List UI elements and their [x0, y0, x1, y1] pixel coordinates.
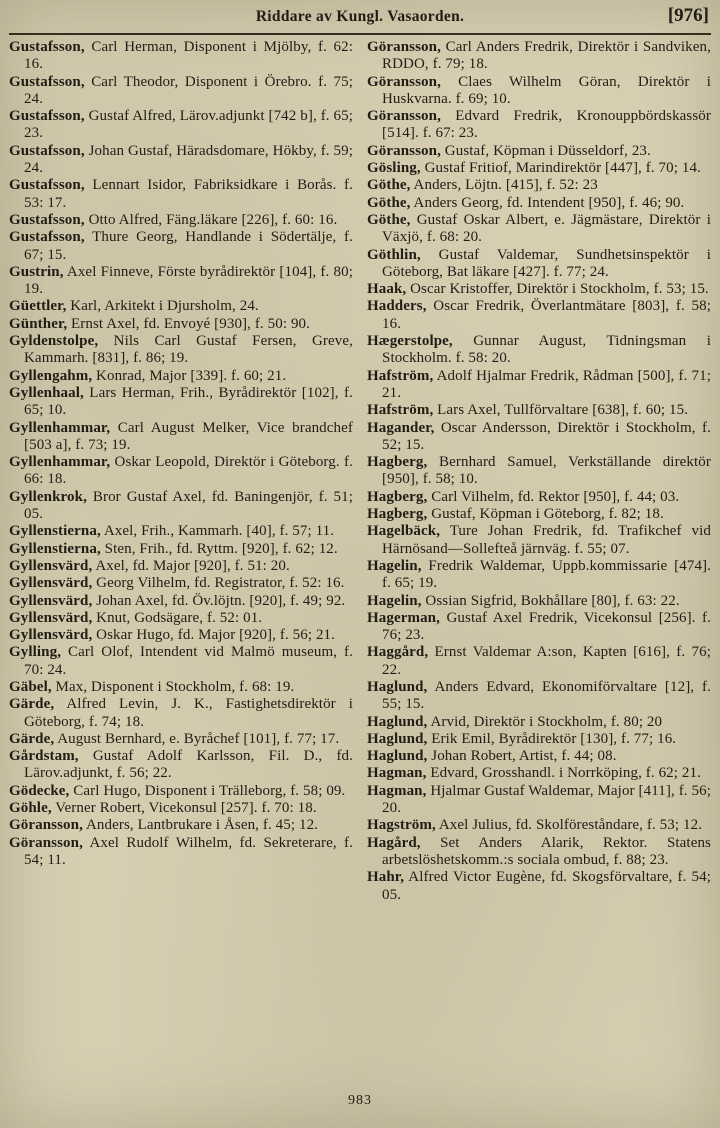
entry-surname: Gyllengahm,	[9, 367, 93, 384]
entry-text: Verner Robert, Vicekonsul [257]. f. 70: 18.	[51, 800, 317, 817]
entry-text: Ernst Valdemar A:son, Kapten [616], f. 76; 22.	[382, 644, 711, 678]
entry-text: Claes Wilhelm Göran, Direktör i Huskvarna. f. 69; 10.	[382, 73, 711, 107]
directory-entry	[367, 817, 711, 834]
page-title: Riddare av Kungl. Vasaorden.	[255, 8, 465, 25]
directory-entry	[9, 316, 353, 333]
directory-entry	[9, 696, 353, 731]
directory-entry	[9, 177, 353, 212]
directory-entry	[9, 39, 353, 74]
entry-text: Oscar Andersson, Direktör i Stockholm, f. 52; 15.	[382, 419, 711, 453]
entry-text: Gustaf Axel Fredrik, Vicekonsul [256]. f. 76; 23.	[382, 609, 711, 644]
directory-entry	[367, 731, 711, 748]
directory-entry	[9, 835, 353, 870]
entry-surname: Hagberg,	[367, 488, 428, 505]
directory-entry	[367, 39, 711, 74]
entry-surname: Gyllenhaal,	[9, 384, 84, 401]
header-rule	[9, 33, 711, 35]
entry-text: Lars Herman, Frih., Byrådirektör [102], f. 65; 10.	[24, 384, 353, 419]
entry-surname: Gärde,	[9, 730, 55, 747]
entry-text: Karl, Arkitekt i Djursholm, 24.	[66, 298, 259, 315]
entry-surname: Gustafsson,	[9, 73, 85, 90]
entry-text: Johan Axel, fd. Öv.löjtn. [920], f. 49; 92.	[92, 592, 346, 609]
directory-entry	[9, 523, 353, 540]
entry-surname: Gyllensvärd,	[9, 575, 93, 592]
entry-text: Ernst Axel, fd. Envoyé [930], f. 50: 90.	[67, 315, 310, 332]
entry-surname: Gylling,	[9, 644, 62, 661]
entry-surname: Gyllenstierna,	[9, 540, 101, 557]
entry-text: Max, Disponent i Stockholm, f. 68: 19.	[51, 678, 295, 695]
entry-surname: Hagander,	[367, 419, 435, 436]
entry-surname: Hafström,	[367, 402, 434, 419]
directory-entry	[367, 195, 711, 212]
entry-surname: Hagård,	[367, 834, 421, 851]
directory-entry	[9, 679, 353, 696]
directory-entry	[9, 264, 353, 299]
directory-entry	[367, 679, 711, 714]
entry-text: Oscar Fredrik, Överlantmätare [803], f. 58; 16.	[382, 298, 711, 332]
entry-text: Anders, Löjtn. [415], f. 52: 23	[410, 177, 598, 194]
entry-text: Knut, Godsägare, f. 52: 01.	[92, 609, 263, 626]
entry-text: Axel, fd. Major [920], f. 51: 20.	[92, 557, 290, 574]
entry-text: Carl August Melker, Vice brandchef [503 a], f. 73; 19.	[24, 419, 353, 453]
entry-text: Axel Julius, fd. Skolföreståndare, f. 53; 12.	[435, 817, 703, 834]
entry-surname: Göransson,	[367, 39, 441, 55]
entry-surname: Hafström,	[367, 367, 434, 384]
directory-columns	[9, 39, 711, 1085]
directory-entry	[367, 420, 711, 455]
directory-entry	[9, 610, 353, 627]
directory-entry	[367, 402, 711, 419]
entry-surname: Göthe,	[367, 194, 411, 211]
directory-entry	[9, 627, 353, 644]
entry-text: Hjalmar Gustaf Waldemar, Major [411], f. 56; 20.	[382, 782, 711, 817]
page-reference-number: [976]	[667, 5, 709, 26]
entry-surname: Gustrin,	[9, 263, 64, 280]
entry-text: Gustaf Fritiof, Marindirektör [447], f. 70; 14.	[420, 160, 701, 177]
directory-entry	[9, 489, 353, 524]
directory-entry	[367, 212, 711, 247]
directory-entry	[367, 835, 711, 870]
entry-surname: Hagelin,	[367, 592, 422, 609]
entry-text: Set Anders Alarik, Rektor. Statens arbetslöshetskomm.:s sociala ombud, f. 88; 23.	[382, 834, 711, 868]
entry-surname: Gyldenstolpe,	[9, 333, 99, 350]
entry-surname: Gärde,	[9, 696, 55, 713]
entry-surname: Güettler,	[9, 298, 67, 315]
entry-text: Konrad, Major [339]. f. 60; 21.	[92, 367, 287, 384]
entry-surname: Gårdstam,	[9, 748, 79, 765]
entry-text: Gustaf Valdemar, Sundhetsinspektör i Göteborg, Bat läkare [427]. f. 77; 24.	[382, 246, 711, 280]
entry-surname: Gustafsson,	[9, 108, 85, 125]
directory-entry	[9, 575, 353, 592]
entry-text: Johan Gustaf, Häradsdomare, Hökby, f. 59; 24.	[24, 142, 353, 177]
entry-text: Axel, Frih., Kammarh. [40], f. 57; 11.	[100, 523, 335, 540]
directory-entry	[367, 160, 711, 177]
entry-surname: Göthlin,	[367, 246, 421, 263]
entry-surname: Göthe,	[367, 211, 411, 228]
entry-surname: Gäbel,	[9, 678, 52, 695]
page-header	[9, 5, 711, 31]
entry-text: Otto Alfred, Fäng.läkare [226], f. 60: 16.	[84, 211, 338, 228]
entry-text: Ture Johan Fredrik, fd. Trafikchef vid Härnösand—Sollefteå järnväg. f. 55; 07.	[382, 523, 711, 557]
entry-text: Carl Olof, Intendent vid Malmö museum, f. 70: 24.	[24, 644, 353, 678]
directory-entry	[9, 108, 353, 143]
entry-text: Alfred Levin, J. K., Fastighetsdirektör i Göteborg, f. 74; 18.	[24, 696, 353, 730]
entry-text: Carl Vilhelm, fd. Rektor [950], f. 44; 03.	[427, 488, 680, 505]
entry-text: Erik Emil, Byrådirektör [130], f. 77; 16.	[427, 730, 677, 747]
entry-surname: Hagman,	[367, 782, 427, 799]
entry-text: Edvard Fredrik, Kronouppbördskassör [514]. f. 67: 23.	[382, 108, 711, 142]
entry-surname: Günther,	[9, 315, 68, 332]
entry-surname: Haglund,	[367, 713, 428, 730]
entry-text: Anders, Lantbrukare i Åsen, f. 45; 12.	[82, 817, 319, 834]
entry-text: Bror Gustaf Axel, fd. Baningenjör, f. 51; 05.	[24, 488, 353, 523]
entry-surname: Haglund,	[367, 730, 428, 747]
entry-surname: Göthe,	[367, 177, 411, 194]
entry-surname: Göransson,	[9, 817, 83, 834]
directory-entry	[367, 506, 711, 523]
directory-entry	[9, 143, 353, 178]
entry-text: Gustaf Oskar Albert, e. Jägmästare, Direktör i Växjö, f. 68: 20.	[382, 211, 711, 246]
entry-surname: Hagerman,	[367, 609, 440, 626]
directory-entry	[367, 714, 711, 731]
entry-surname: Gustafsson,	[9, 142, 85, 159]
entry-surname: Haglund,	[367, 748, 428, 765]
entry-surname: Gyllensvärd,	[9, 557, 93, 574]
directory-entry	[9, 212, 353, 229]
entry-text: Oscar Kristoffer, Direktör i Stockholm, f. 53; 15.	[406, 281, 709, 298]
entry-text: Adolf Hjalmar Fredrik, Rådman [500], f. 71; 21.	[382, 367, 711, 401]
column-right	[367, 39, 711, 1085]
entry-surname: Göhle,	[9, 800, 52, 817]
directory-entry	[9, 454, 353, 489]
entry-text: Thure Georg, Handlande i Södertälje, f. 67; 15.	[24, 229, 353, 263]
entry-surname: Gyllenhammar,	[9, 454, 111, 471]
directory-entry	[367, 593, 711, 610]
directory-entry	[367, 143, 711, 160]
entry-surname: Gustafsson,	[9, 229, 85, 246]
directory-entry	[367, 489, 711, 506]
directory-entry	[9, 783, 353, 800]
entry-surname: Gyllensvärd,	[9, 627, 93, 644]
directory-entry	[9, 593, 353, 610]
entry-surname: Hadders,	[367, 298, 427, 315]
directory-entry	[367, 558, 711, 593]
directory-entry	[9, 817, 353, 834]
directory-entry	[9, 368, 353, 385]
directory-entry	[9, 333, 353, 368]
entry-text: Anders Georg, fd. Intendent [950], f. 46; 90.	[410, 194, 685, 211]
entry-text: Axel Rudolf Wilhelm, fd. Sekreterare, f. 54; 11.	[24, 834, 353, 868]
entry-text: Carl Herman, Disponent i Mjölby, f. 62: 16.	[24, 39, 353, 73]
entry-text: Lennart Isidor, Fabriksidkare i Borås. f. 53: 17.	[24, 177, 353, 211]
entry-surname: Göransson,	[9, 834, 83, 851]
entry-surname: Haak,	[367, 281, 407, 298]
entry-surname: Hahr,	[367, 869, 405, 886]
entry-surname: Gyllensvärd,	[9, 592, 93, 609]
directory-entry	[367, 281, 711, 298]
directory-entry	[367, 765, 711, 782]
entry-surname: Gyllenhammar,	[9, 419, 111, 436]
entry-surname: Gustafsson,	[9, 39, 85, 55]
column-left	[9, 39, 353, 1085]
directory-entry	[367, 644, 711, 679]
directory-entry	[9, 420, 353, 455]
entry-surname: Göransson,	[367, 73, 441, 90]
entry-surname: Gyllenkrok,	[9, 488, 87, 505]
page-number: 983	[348, 1093, 372, 1108]
entry-surname: Gödecke,	[9, 782, 70, 799]
directory-entry	[367, 523, 711, 558]
entry-surname: Gyllenstierna,	[9, 523, 101, 540]
directory-entry	[367, 177, 711, 194]
entry-text: Bernhard Samuel, Verkställande direktör [950], f. 58; 10.	[382, 454, 711, 488]
entry-surname: Hægerstolpe,	[367, 333, 453, 350]
directory-entry	[9, 74, 353, 109]
directory-entry	[9, 558, 353, 575]
entry-surname: Hagberg,	[367, 454, 428, 471]
entry-text: Edvard, Grosshandl. i Norrköping, f. 62; 21.	[426, 765, 701, 782]
entry-text: Alfred Victor Eugène, fd. Skogsförvaltare, f. 54; 05.	[382, 869, 711, 903]
entry-surname: Hagman,	[367, 765, 427, 782]
directory-entry	[9, 644, 353, 679]
entry-text: Gustaf Adolf Karlsson, Fil. D., fd. Lärov.adjunkt, f. 56; 22.	[24, 748, 353, 782]
entry-text: Gunnar August, Tidningsman i Stockholm. f. 58: 20.	[382, 333, 711, 367]
directory-entry	[367, 748, 711, 765]
entry-text: Nils Carl Gustaf Fersen, Greve, Kammarh. [831], f. 86; 19.	[24, 333, 353, 367]
directory-entry	[367, 333, 711, 368]
directory-entry	[367, 869, 711, 904]
entry-surname: Gyllensvärd,	[9, 609, 93, 626]
entry-surname: Haggård,	[367, 644, 429, 661]
entry-surname: Haglund,	[367, 678, 428, 695]
directory-entry	[367, 298, 711, 333]
entry-text: Georg Vilhelm, fd. Registrator, f. 52: 16.	[92, 575, 345, 592]
entry-surname: Hagberg,	[367, 506, 428, 523]
directory-entry	[9, 298, 353, 315]
entry-surname: Gustafsson,	[9, 211, 85, 228]
entry-text: Johan Robert, Artist, f. 44; 08.	[427, 748, 617, 765]
entry-text: Arvid, Direktör i Stockholm, f. 80; 20	[427, 713, 663, 730]
directory-entry	[367, 368, 711, 403]
directory-entry	[9, 541, 353, 558]
page-footer	[0, 1093, 720, 1109]
entry-surname: Hagström,	[367, 817, 436, 834]
directory-entry	[9, 229, 353, 264]
entry-text: Fredrik Waldemar, Uppb.kommissarie [474]. f. 65; 19.	[382, 557, 711, 592]
entry-text: Axel Finneve, Förste byrådirektör [104], f. 80; 19.	[24, 263, 353, 298]
entry-surname: Göransson,	[367, 142, 441, 159]
entry-text: Carl Hugo, Disponent i Trälleborg, f. 58; 09.	[69, 782, 346, 799]
directory-entry	[367, 783, 711, 818]
directory-entry	[367, 610, 711, 645]
entry-text: Gustaf Alfred, Lärov.adjunkt [742 b], f. 65; 23.	[24, 108, 353, 142]
directory-entry	[9, 385, 353, 420]
entry-text: Gustaf, Köpman i Düsseldorf, 23.	[440, 142, 651, 159]
directory-entry	[367, 454, 711, 489]
entry-surname: Hagelbäck,	[367, 523, 441, 540]
entry-text: Lars Axel, Tullförvaltare [638], f. 60; 15.	[433, 402, 689, 419]
directory-entry	[367, 247, 711, 282]
entry-surname: Göransson,	[367, 108, 441, 125]
entry-surname: Gösling,	[367, 160, 421, 177]
directory-entry	[9, 800, 353, 817]
entry-surname: Gustafsson,	[9, 177, 85, 194]
directory-entry	[9, 748, 353, 783]
entry-text: Carl Theodor, Disponent i Örebro. f. 75; 24.	[24, 73, 353, 107]
entry-text: Anders Edvard, Ekonomiförvaltare [12], f. 55; 15.	[382, 678, 711, 713]
entry-text: Oskar Hugo, fd. Major [920], f. 56; 21.	[92, 627, 336, 644]
directory-entry	[9, 731, 353, 748]
entry-text: Oskar Leopold, Direktör i Göteborg. f. 66: 18.	[24, 454, 353, 488]
entry-text: Ossian Sigfrid, Bokhållare [80], f. 63: 22.	[421, 592, 680, 609]
entry-text: August Bernhard, e. Byråchef [101], f. 77; 17.	[54, 730, 340, 747]
directory-entry	[367, 108, 711, 143]
entry-text: Carl Anders Fredrik, Direktör i Sandviken, RDDO, f. 79; 18.	[382, 39, 711, 73]
entry-text: Sten, Frih., fd. Ryttm. [920], f. 62; 12.	[100, 540, 338, 557]
directory-entry	[367, 74, 711, 109]
entry-text: Gustaf, Köpman i Göteborg, f. 82; 18.	[427, 506, 664, 523]
entry-surname: Hagelin,	[367, 557, 422, 574]
